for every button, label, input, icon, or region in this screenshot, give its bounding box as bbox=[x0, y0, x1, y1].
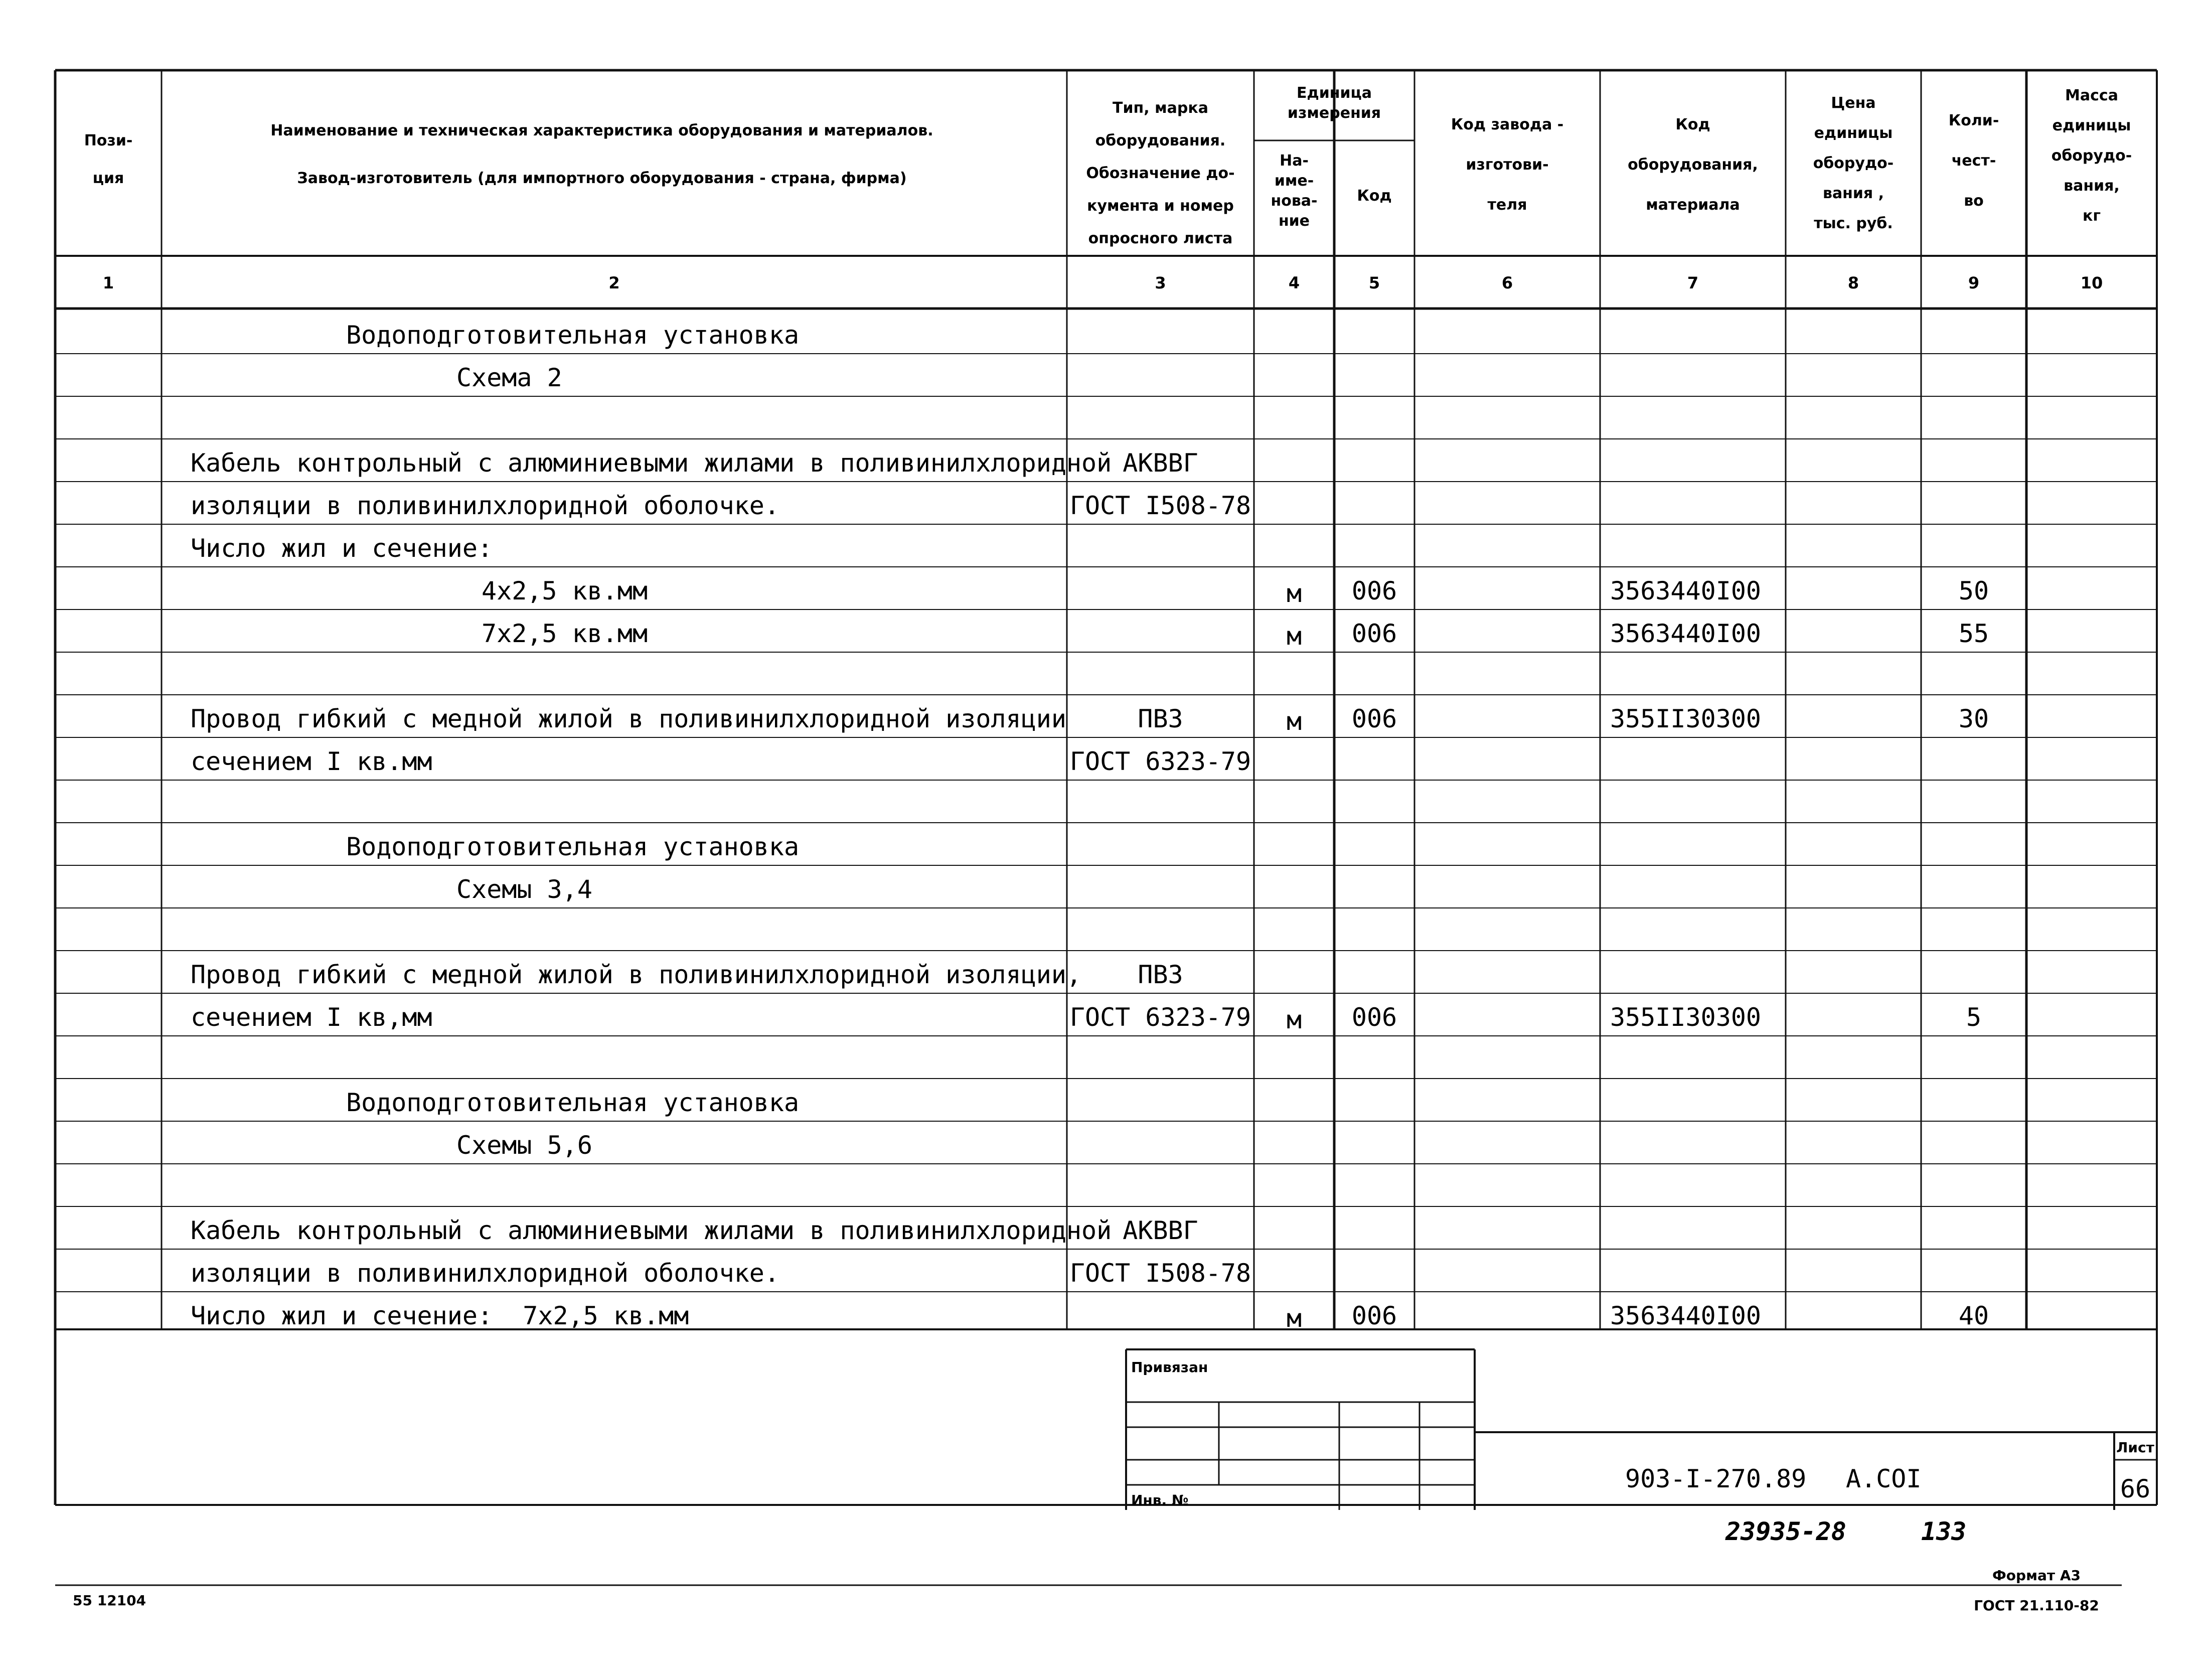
item-name: Провод гибкий с медной жилой в поливинилхлоридной изоляции, bbox=[191, 960, 1082, 989]
item-unit: м bbox=[1286, 579, 1302, 608]
column-number: 8 bbox=[1847, 273, 1859, 292]
column-number: 3 bbox=[1155, 273, 1166, 292]
item-quantity: 40 bbox=[1958, 1301, 1989, 1330]
item-name: Кабель контрольный с алюминиевыми жилами в поливинилхлоридной bbox=[191, 448, 1112, 478]
header-unit-group: Единица bbox=[1297, 84, 1372, 102]
header-unit-price: вания , bbox=[1822, 185, 1884, 202]
item-unit: м bbox=[1286, 1005, 1302, 1034]
header-type: опросного листа bbox=[1088, 230, 1233, 247]
stamp-inventory-label: Инв. № bbox=[1131, 1492, 1189, 1508]
item-unit: м bbox=[1286, 622, 1302, 651]
item-type: АКВВГ bbox=[1123, 448, 1198, 478]
document-part: А.COI bbox=[1846, 1464, 1922, 1493]
item-name: изоляции в поливинилхлоридной оболочке. bbox=[191, 491, 779, 520]
item-code: 3563440I00 bbox=[1610, 576, 1762, 605]
item-name: сечением I кв.мм bbox=[191, 747, 432, 776]
header-quantity: Коли- bbox=[1948, 112, 1999, 129]
header-equipment-code: Код bbox=[1675, 116, 1710, 133]
header-unit-price: Цена bbox=[1831, 94, 1876, 112]
item-unit-code: 006 bbox=[1351, 619, 1397, 648]
format-label: Формат А3 bbox=[1992, 1567, 2081, 1584]
header-unit-group: измерения bbox=[1287, 104, 1381, 122]
header-unit-code: Код bbox=[1357, 187, 1392, 205]
column-number: 9 bbox=[1968, 273, 1980, 292]
item-unit-code: 006 bbox=[1351, 1003, 1397, 1032]
column-number: 4 bbox=[1288, 273, 1300, 292]
item-name: Схемы 3,4 bbox=[456, 875, 592, 904]
item-code: 3563440I00 bbox=[1610, 1301, 1762, 1330]
header-mass: вания, bbox=[2064, 177, 2120, 195]
item-code: 355II30300 bbox=[1610, 704, 1762, 733]
header-plant-code: изготови- bbox=[1466, 156, 1549, 174]
column-number: 5 bbox=[1368, 273, 1380, 292]
item-name: 4х2,5 кв.мм bbox=[482, 576, 648, 605]
header-name: Завод-изготовитель (для импортного оборудования - страна, фирма) bbox=[297, 170, 907, 187]
header-quantity: чест- bbox=[1951, 152, 1996, 170]
item-name: сечением I кв,мм bbox=[191, 1003, 432, 1032]
header-plant-code: Код завода - bbox=[1451, 116, 1564, 133]
sheet-label: Лист bbox=[2116, 1439, 2154, 1456]
item-type: ГОСТ 6323-79 bbox=[1069, 747, 1251, 776]
sheet-number: 66 bbox=[2120, 1474, 2151, 1503]
column-number: 7 bbox=[1687, 273, 1699, 292]
item-code: 355II30300 bbox=[1610, 1003, 1762, 1032]
header-unit-price: тыс. руб. bbox=[1814, 215, 1893, 232]
item-name: Схемы 5,6 bbox=[456, 1131, 592, 1160]
item-type: АКВВГ bbox=[1123, 1216, 1198, 1245]
header-unit-name: нова- bbox=[1271, 192, 1318, 210]
item-quantity: 5 bbox=[1966, 1003, 1982, 1032]
header-type: Обозначение до- bbox=[1086, 165, 1235, 182]
header-type: кумента и номер bbox=[1087, 197, 1234, 215]
left-code: 55 12104 bbox=[73, 1592, 146, 1609]
item-unit-code: 006 bbox=[1351, 1301, 1397, 1330]
column-number: 10 bbox=[2080, 273, 2103, 292]
header-mass: кг bbox=[2082, 207, 2101, 225]
item-name: Кабель контрольный с алюминиевыми жилами в поливинилхлоридной bbox=[191, 1216, 1112, 1245]
item-name: Провод гибкий с медной жилой в поливинилхлоридной изоляции bbox=[191, 704, 1066, 733]
column-number: 6 bbox=[1501, 273, 1513, 292]
header-unit-name: На- bbox=[1280, 152, 1309, 170]
header-equipment-code: оборудования, bbox=[1628, 156, 1758, 174]
header-unit-name: име- bbox=[1274, 172, 1314, 190]
header-plant-code: теля bbox=[1487, 196, 1527, 214]
item-type: ПВЗ bbox=[1138, 960, 1183, 989]
header-type: оборудования. bbox=[1095, 132, 1226, 149]
item-quantity: 50 bbox=[1958, 576, 1989, 605]
header-name: Наименование и техническая характеристика оборудования и материалов. bbox=[270, 122, 933, 139]
header-unit-price: единицы bbox=[1814, 124, 1893, 142]
stamp-tied-label: Привязан bbox=[1131, 1359, 1208, 1376]
item-name: Число жил и сечение: bbox=[191, 534, 493, 563]
item-type: ГОСТ I508-78 bbox=[1069, 1259, 1251, 1288]
item-unit-code: 006 bbox=[1351, 704, 1397, 733]
column-number: 2 bbox=[608, 273, 620, 292]
header-mass: оборудо- bbox=[2051, 147, 2132, 165]
item-unit-code: 006 bbox=[1351, 576, 1397, 605]
item-name: Водоподготовительная установка bbox=[346, 1088, 800, 1117]
handwritten-number: 23935-28 bbox=[1725, 1517, 1846, 1546]
header-quantity: во bbox=[1964, 192, 1984, 210]
item-quantity: 55 bbox=[1958, 619, 1989, 648]
item-name: Схема 2 bbox=[456, 363, 562, 392]
column-number: 1 bbox=[102, 273, 114, 292]
item-type: ГОСТ 6323-79 bbox=[1069, 1003, 1251, 1032]
item-unit: м bbox=[1286, 1304, 1302, 1333]
item-type: ГОСТ I508-78 bbox=[1069, 491, 1251, 520]
header-unit-price: оборудо- bbox=[1813, 155, 1894, 172]
document-code: 903-I-270.89 bbox=[1625, 1464, 1807, 1493]
header-position: Пози- bbox=[84, 132, 133, 149]
item-code: 3563440I00 bbox=[1610, 619, 1762, 648]
item-type: ПВЗ bbox=[1138, 704, 1183, 733]
header-unit-name: ние bbox=[1278, 212, 1310, 230]
item-name: Водоподготовительная установка bbox=[346, 321, 800, 350]
header-equipment-code: материала bbox=[1646, 196, 1740, 214]
item-unit: м bbox=[1286, 707, 1302, 736]
standard-label: ГОСТ 21.110-82 bbox=[1974, 1597, 2099, 1614]
item-name: изоляции в поливинилхлоридной оболочке. bbox=[191, 1259, 779, 1288]
item-name: 7х2,5 кв.мм bbox=[482, 619, 648, 648]
header-mass: Масса bbox=[2065, 87, 2118, 104]
item-quantity: 30 bbox=[1958, 704, 1989, 733]
header-type: Тип, марка bbox=[1113, 99, 1208, 117]
handwritten-page: 133 bbox=[1921, 1517, 1967, 1546]
header-position: ция bbox=[92, 170, 124, 187]
item-name: Водоподготовительная установка bbox=[346, 832, 800, 861]
item-name: Число жил и сечение: 7х2,5 кв.мм bbox=[191, 1301, 689, 1330]
header-mass: единицы bbox=[2052, 117, 2131, 134]
